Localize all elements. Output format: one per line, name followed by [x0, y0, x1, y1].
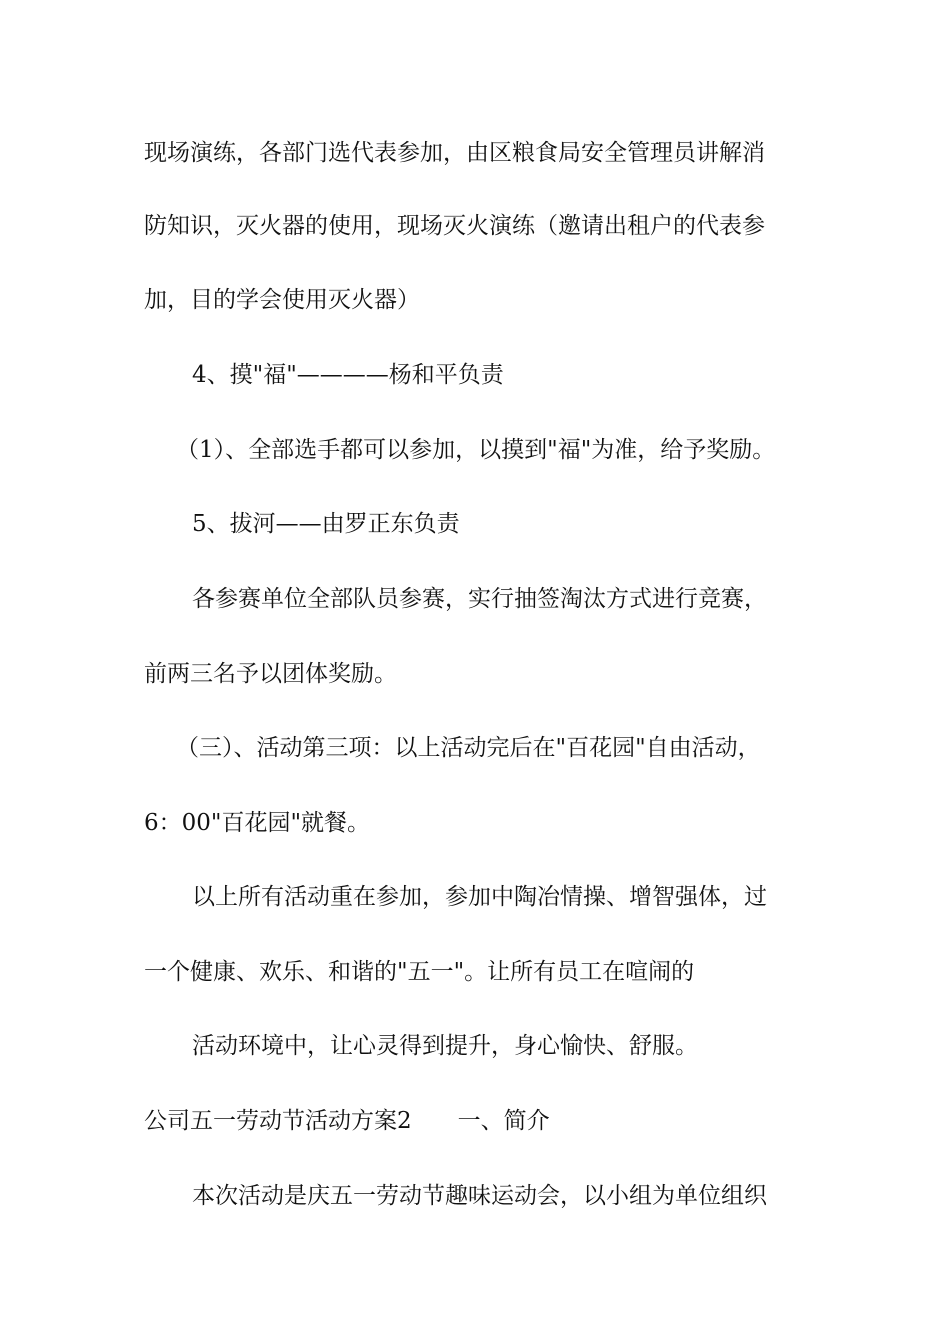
paragraph-line-3: 加，目的学会使用灭火器）: [144, 287, 420, 313]
paragraph-line-12: 一个健康、欢乐、和谐的"五一"。让所有员工在喧闹的: [144, 959, 695, 985]
paragraph-line-15: 本次活动是庆五一劳动节趣味运动会，以小组为单位组织: [192, 1183, 767, 1209]
paragraph-line-2: 防知识，灭火器的使用，现场灭火演练（邀请出租户的代表参: [144, 213, 765, 239]
paragraph-line-1: 现场演练，各部门选代表参加，由区粮食局安全管理员讲解消: [144, 140, 765, 166]
sub-item-1: （1）、全部选手都可以参加，以摸到"福"为准，给予奖励。: [176, 437, 776, 463]
paragraph-line-13: 活动环境中，让心灵得到提升，身心愉快、舒服。: [192, 1033, 698, 1059]
section-heading-5: 5、拔河——由罗正东负责: [192, 511, 460, 537]
paragraph-line-8: 前两三名予以团体奖励。: [144, 661, 397, 687]
paragraph-line-11: 以上所有活动重在参加，参加中陶冶情操、增智强体，过: [192, 884, 767, 910]
section-heading-4: 4、摸"福"————杨和平负责: [192, 362, 504, 388]
document-title-line: 公司五一劳动节活动方案2 一、简介: [144, 1108, 550, 1134]
section-heading-3: （三）、活动第三项：以上活动完后在"百花园"自由活动，: [176, 735, 761, 761]
paragraph-line-10: 6：00"百花园"就餐。: [144, 810, 371, 836]
paragraph-line-7: 各参赛单位全部队员参赛，实行抽签淘汰方式进行竞赛，: [192, 586, 767, 612]
